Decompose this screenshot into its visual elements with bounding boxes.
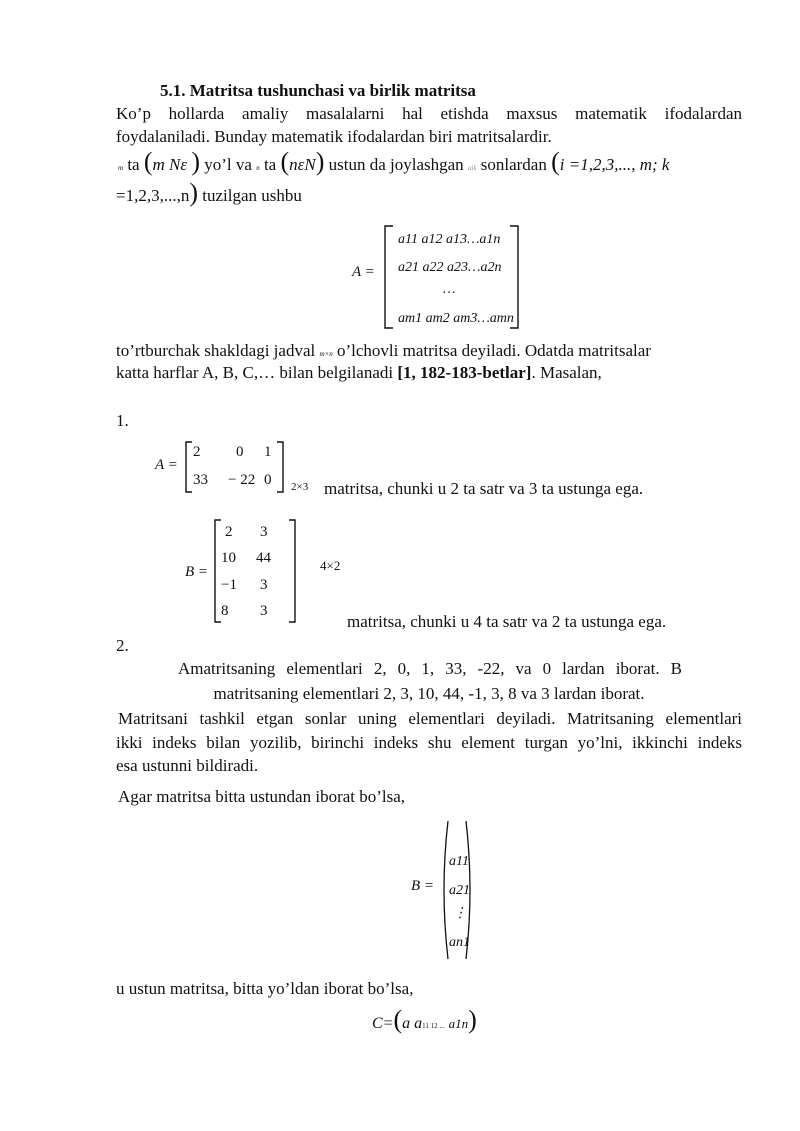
p2-after: o’lchovli matritsa deyiladi. Odatda matritsalar (337, 341, 651, 360)
paren-close-icon: ) (191, 147, 201, 176)
paragraph-5: u ustun matritsa, bitta yo’ldan iborat bo’lsa, (116, 979, 414, 998)
paren-close-icon-2: ) (315, 147, 325, 176)
column-entry: ⋮ (453, 906, 467, 921)
right-bracket-icon-a (275, 441, 285, 493)
column-entry: a11 (449, 854, 469, 869)
matrix-a-cell: 0 (264, 472, 272, 488)
matrix-a-caption: matritsa, chunki u 2 ta satr va 3 ta ustunga ega. (324, 479, 644, 498)
matrix-b-cell: 2 (225, 524, 233, 540)
matrix-general-row-4: am1 am2 am3…amn (398, 311, 514, 326)
paren-close-icon-3: ) (189, 178, 199, 207)
formula-line-3 (118, 147, 670, 179)
paren-open-icon-3: ( (551, 147, 560, 176)
section-heading: 5.1. Matritsa tushunchasi va birlik matritsa (160, 81, 476, 100)
paragraph-2-line-2 (116, 362, 602, 384)
item-1-number: 1. (116, 411, 129, 430)
tuzilgan: tuzilgan ushbu (202, 186, 302, 205)
matrix-b-cell: 8 (221, 603, 229, 619)
matrix-b-cell: 3 (260, 577, 268, 593)
paren-open-icon-2: ( (280, 147, 290, 176)
column-entry: an1 (449, 935, 470, 950)
column-matrix-name: B = (411, 878, 435, 894)
matrix-general-name: A = (352, 264, 375, 280)
matrix-a-size: 2×3 (291, 481, 309, 493)
matrix-b-cell: −1 (221, 577, 237, 593)
matrix-b-cell: 3 (260, 603, 268, 619)
n-in-n: nεN (289, 155, 316, 174)
row-matrix-content: a a (402, 1015, 423, 1032)
m-in-n: m Nε (152, 155, 188, 174)
paragraph-3-line-2: ikki indeks bilan yozilib, birinchi indeks shu element turgan yo’lni, ikkinchi indeks (116, 733, 742, 752)
p2-before: to’rtburchak shakldagi jadval (116, 341, 316, 360)
paragraph-4: Agar matritsa bitta ustundan iborat bo’lsa, (118, 787, 406, 806)
p2l2-after: . Masalan, (531, 363, 602, 382)
row-matrix (372, 1005, 477, 1034)
yol-va: yo’l va (204, 155, 252, 174)
formula-line-4 (116, 178, 302, 207)
small-m: m (118, 164, 124, 172)
row-paren-close-icon: ) (468, 1005, 477, 1034)
small-n: n (256, 164, 260, 172)
matrix-general-row-3: … (443, 282, 456, 297)
right-bracket-icon-b (287, 519, 297, 623)
center-line-1: Amatritsaning elementlari 2, 0, 1, 33, -22, va 0 lardan iborat. B (178, 659, 682, 678)
matrix-b-cell: 10 (221, 550, 236, 566)
column-entry: a21 (449, 883, 470, 898)
matrix-b-cell: 3 (260, 524, 268, 540)
matrix-b-caption: matritsa, chunki u 4 ta satr va 2 ta ustunga ega. (347, 612, 667, 631)
matrix-a-cell: 2 (193, 444, 201, 460)
k-range: =1,2,3,...,n (116, 186, 190, 205)
paragraph-1-line-2: foydalaniladi. Bunday matematik ifodalardan biri matritsalardir. (116, 127, 552, 146)
sonlardan: sonlardan (480, 155, 547, 174)
i-range: i =1,2,3,..., m; k (559, 155, 670, 174)
row-matrix-subs: 11 12 ... (422, 1022, 445, 1030)
p2l2-before: katta harflar A, B, C,… bilan belgilanadi (116, 363, 394, 382)
small-aik: aik (467, 164, 477, 172)
ta-word-1: ta (127, 155, 140, 174)
matrix-a-cell: − 22 (228, 472, 256, 488)
matrix-general-row-2: a21 a22 a23…a2n (398, 260, 502, 275)
item-2-number: 2. (116, 636, 129, 655)
row-matrix-last: a1n (448, 1016, 469, 1031)
matrix-b-size: 4×2 (320, 558, 341, 573)
matrix-a-cell: 1 (264, 444, 272, 460)
center-line-2: matritsaning elementlari 2, 3, 10, 44, -1, 3, 8 va 3 lardan iborat. (213, 684, 645, 703)
matrix-a-cell: 33 (193, 472, 208, 488)
paragraph-3-line-1: Matritsani tashkil etgan sonlar uning elementlari deyiladi. Matritsaning elementlari (118, 709, 742, 728)
ta-word-2: ta (263, 155, 277, 174)
p2-small: m×n (319, 350, 333, 358)
ustun-da: ustun da joylashgan (328, 155, 464, 174)
matrix-a-cell: 0 (236, 444, 244, 460)
matrix-a-name: A = (155, 457, 178, 473)
left-bracket-icon (383, 225, 395, 329)
row-matrix-name: C= (372, 1015, 394, 1032)
matrix-b-name: B = (185, 564, 209, 580)
paragraph-1-line-1: Ko’p hollarda amaliy masalalarni hal etishda maxsus matematik ifodalardan (116, 104, 742, 123)
row-paren-open-icon: ( (393, 1005, 403, 1034)
paragraph-3-line-3: esa ustunni bildiradi. (116, 756, 259, 775)
paren-open-icon: ( (143, 147, 153, 176)
matrix-general-row-1: a11 a12 a13…a1n (398, 232, 501, 247)
reference: [1, 182-183-betlar] (397, 363, 532, 382)
matrix-b-cell: 44 (256, 550, 271, 566)
